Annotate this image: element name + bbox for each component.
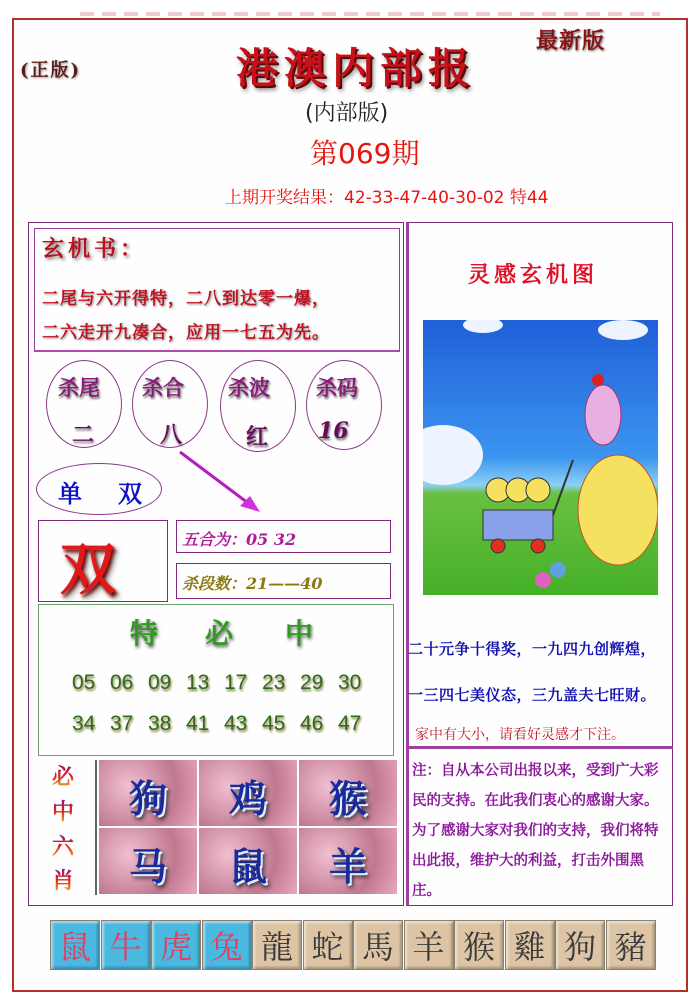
zodiac-tile-monkey: 猴	[454, 920, 504, 970]
poem-note: 家中有大小，请看好灵感才下注。	[415, 727, 625, 743]
oval-value: 红	[246, 424, 269, 450]
six-zodiac-grid	[95, 760, 395, 895]
six-zodiac-label-char: 必	[52, 760, 74, 791]
zodiac-tile-monkey: 猴	[299, 760, 397, 826]
zodiac-tile-goat: 羊	[404, 920, 454, 970]
special-number: 37	[110, 712, 134, 735]
poem-line: 二十元争十得奖，一九四九创辉煌，	[408, 640, 657, 658]
xuanjishu-line: 二尾与六开得特，二八到达零一爆，	[42, 289, 330, 309]
special-number: 45	[262, 712, 286, 735]
zodiac-tile-dog: 狗	[555, 920, 605, 970]
special-title-char: 中	[285, 617, 314, 650]
oval-label: 杀码	[316, 375, 358, 400]
notice-text: 注：自从本公司出报以来，受到广大彩民的支持。在此我们衷心的感谢大家。为了感谢大家对我们的支持，我们将特出此报，维护大的利益，打击外围黑庄。	[412, 763, 659, 899]
zodiac-tile-rabbit: 兔	[202, 920, 252, 970]
issue-number: 第069期	[310, 137, 420, 170]
oval-label: 杀波	[228, 375, 270, 400]
subtitle: (内部版)	[305, 101, 389, 126]
special-title-char: 必	[205, 617, 234, 650]
poem-line: 一三四七美仪态，三九盖夫七旺财。	[408, 686, 657, 704]
zodiac-tile-rat: 鼠	[50, 920, 100, 970]
special-number: 34	[72, 712, 96, 735]
special-number: 30	[338, 671, 362, 694]
even-label: 双	[118, 479, 142, 508]
oval-value: 16	[318, 418, 349, 444]
zodiac-tile-horse: 马	[99, 828, 197, 894]
right-divider	[406, 746, 673, 749]
last-draw-result: 上期开奖结果：42-33-47-40-30-02 特44	[225, 188, 549, 208]
arrow-icon	[178, 448, 263, 516]
special-number: 41	[186, 712, 210, 735]
odd-even-oval	[36, 463, 162, 515]
edition-left-label: (正版)	[20, 60, 82, 81]
inspiration-picture	[423, 320, 658, 595]
six-zodiac-label-char: 六	[52, 830, 74, 861]
xuanjishu-title: 玄机书：	[42, 236, 147, 262]
zodiac-tile-goat: 羊	[299, 828, 397, 894]
special-number: 09	[148, 671, 172, 694]
special-number: 46	[300, 712, 324, 735]
top-decoration	[80, 12, 660, 16]
inspiration-picture-title: 灵感玄机图	[468, 262, 599, 288]
zodiac-tile-ox: 牛	[101, 920, 151, 970]
hen-chicks-illustration-icon	[423, 320, 658, 595]
special-number: 29	[300, 671, 324, 694]
special-number: 05	[72, 671, 96, 694]
zodiac-tile-snake: 蛇	[303, 920, 353, 970]
xuanjishu-line: 二六走开九凑合，应用一七五为先。	[42, 323, 330, 343]
special-number: 13	[186, 671, 210, 694]
oval-label: 杀合	[142, 375, 184, 400]
oval-label: 杀尾	[58, 375, 100, 400]
oval-value: 八	[160, 422, 183, 448]
special-number: 23	[262, 671, 286, 694]
zodiac-tile-pig: 豬	[606, 920, 656, 970]
zodiac-tile-dog: 狗	[99, 760, 197, 826]
zodiac-tile-rooster: 鸡	[199, 760, 297, 826]
zodiac-tile-horse: 馬	[353, 920, 403, 970]
zodiac-bar	[50, 920, 656, 970]
special-number: 17	[224, 671, 248, 694]
answer-even: 双	[60, 537, 116, 603]
special-number: 43	[224, 712, 248, 735]
zodiac-tile-rat: 鼠	[199, 828, 297, 894]
page-title: 港澳内部报	[236, 44, 477, 93]
special-number: 47	[338, 712, 362, 735]
wuhe-text: 五合为：05 32	[182, 530, 297, 549]
special-title-char: 特	[130, 617, 159, 650]
zodiac-tile-rooster: 雞	[505, 920, 555, 970]
six-zodiac-label-char: 肖	[52, 864, 74, 895]
edition-right-label: 最新版	[536, 28, 606, 54]
oval-value: 二	[72, 422, 95, 448]
zodiac-tile-tiger: 虎	[151, 920, 201, 970]
shaduan-text: 杀段数：21——40	[182, 574, 323, 593]
six-zodiac-label-char: 中	[52, 795, 74, 826]
special-number: 38	[148, 712, 172, 735]
odd-label: 单	[58, 479, 82, 508]
zodiac-tile-dragon: 龍	[252, 920, 302, 970]
special-number: 06	[110, 671, 134, 694]
